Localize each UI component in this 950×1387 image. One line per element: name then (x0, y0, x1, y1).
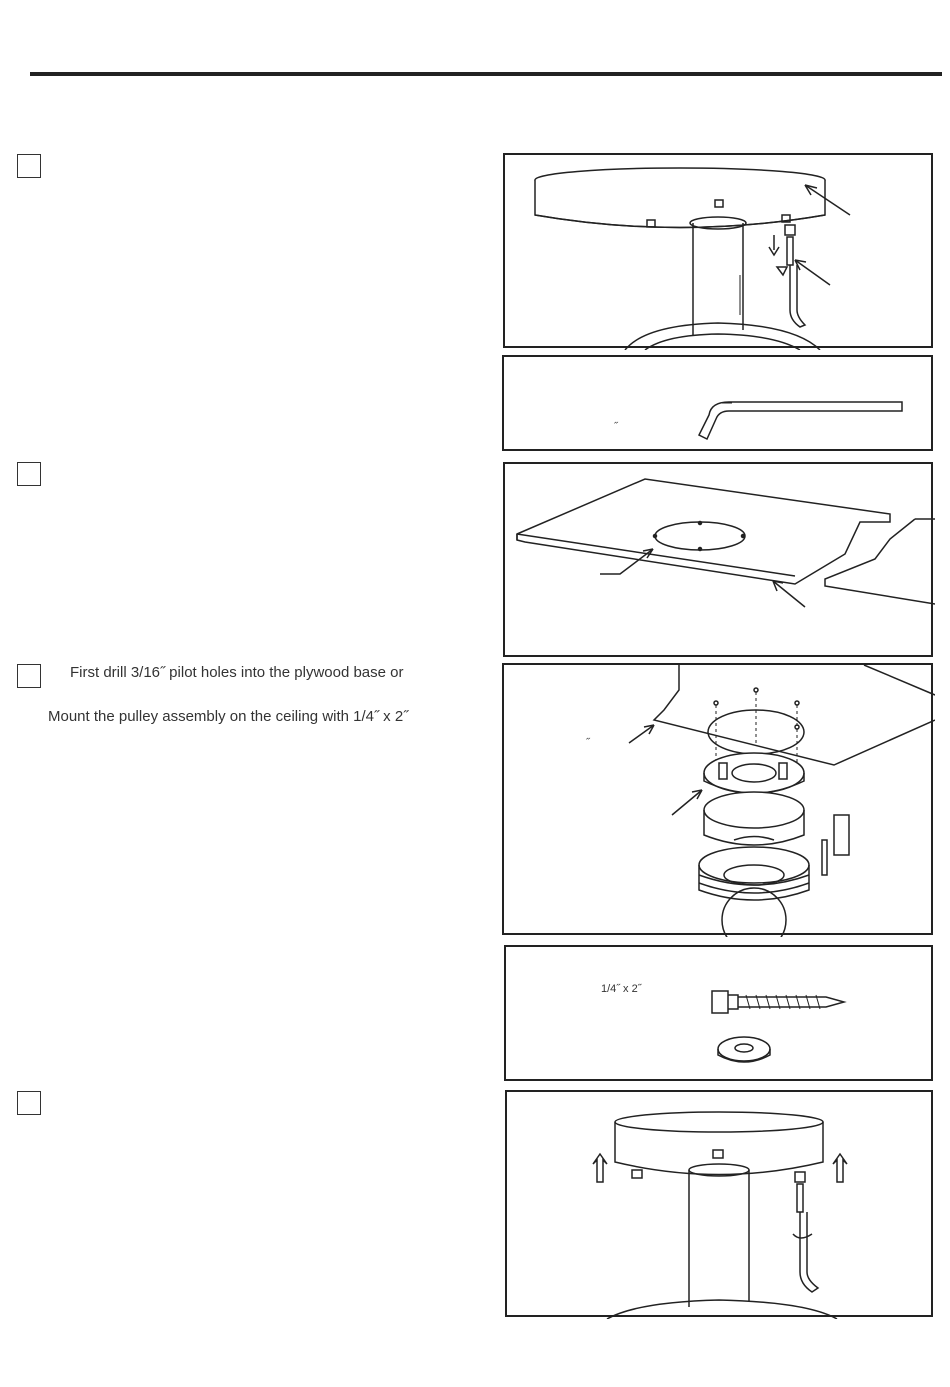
lag-screw-figure (504, 945, 933, 1081)
step-1-checkbox[interactable] (17, 154, 41, 178)
canopy-removal-figure (503, 153, 933, 348)
mount-inch-mark: ˝ (586, 737, 590, 749)
step-2-checkbox[interactable] (17, 462, 41, 486)
hex-key-inch-mark: ˝ (614, 421, 618, 433)
pulley-mount-figure (502, 663, 933, 935)
canopy-reinstall-figure (505, 1090, 933, 1317)
ceiling-joist-figure (503, 462, 933, 657)
header-rule (30, 72, 942, 76)
hex-key-figure (502, 355, 933, 451)
step-3-text-line-1: First drill 3/16˝ pilot holes into the plywood base or (70, 664, 404, 681)
step-3-text-line-2: Mount the pulley assembly on the ceiling with 1/4˝ x 2˝ (48, 708, 409, 725)
step-3-checkbox[interactable] (17, 664, 41, 688)
lag-screw-size-label: 1/4˝ x 2˝ (601, 983, 642, 995)
step-4-checkbox[interactable] (17, 1091, 41, 1115)
